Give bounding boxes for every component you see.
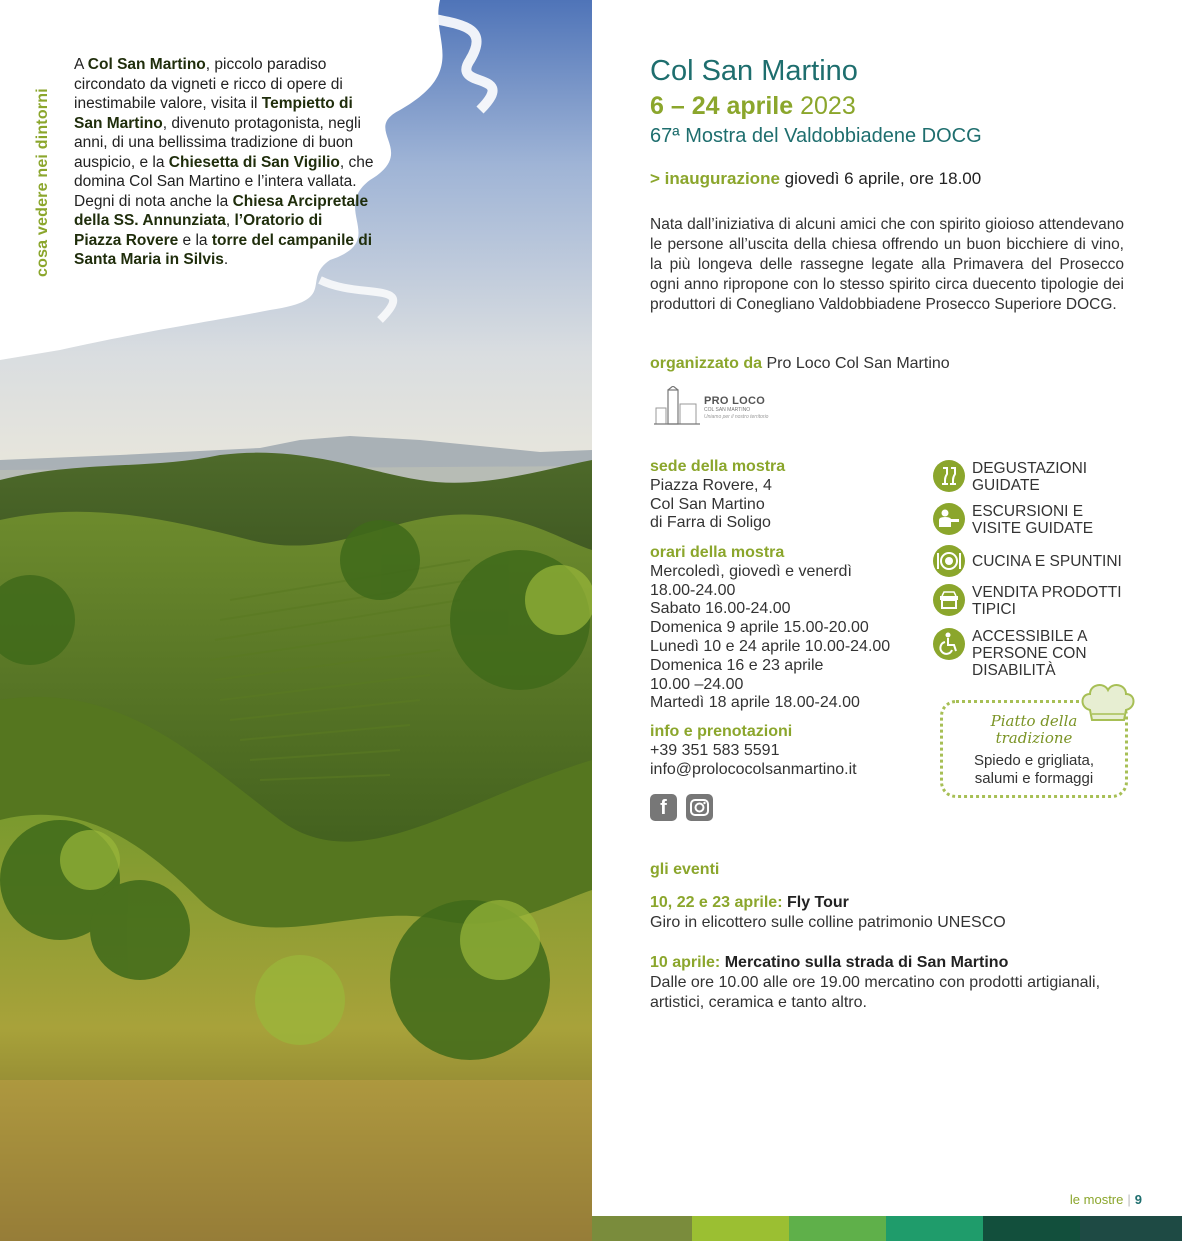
event-desc: Giro in elicottero sulle colline patrimonio UNESCO [650, 914, 1006, 931]
footer-separator: | [1127, 1192, 1131, 1207]
hours-line: 10.00 –24.00 [650, 675, 744, 693]
hours-label: orari della mostra [650, 544, 785, 561]
event-title: Mercatino sulla strada di San Martino [724, 954, 1009, 971]
hours-line: Sabato 16.00-24.00 [650, 600, 791, 618]
feature-label: GUIDATE [972, 477, 1040, 494]
hours-block [650, 544, 930, 713]
color-strip-segment [592, 1216, 692, 1241]
email-link[interactable]: info@prolococolsanmartino.it [650, 760, 857, 778]
shop-icon [933, 584, 965, 616]
inauguration-text: giovedì 6 aprile, ore 18.00 [784, 169, 982, 188]
hours-line: 18.00-24.00 [650, 581, 736, 599]
dish-text: Spiedo e grigliata, [973, 752, 1095, 769]
feature-item [933, 503, 1143, 543]
event-subtitle: 67ª Mostra del Valdobbiadene DOCG [650, 125, 982, 147]
wine-glasses-icon [933, 460, 965, 492]
event-dates-main: 6 – 24 aprile [650, 92, 794, 120]
organizer-line [650, 355, 950, 373]
venue-label: sede della mostra [650, 458, 786, 475]
feature-label: TIPICI [972, 601, 1016, 618]
wheelchair-icon [933, 628, 965, 660]
dish-text: salumi e formaggi [974, 770, 1094, 787]
inauguration-line [650, 169, 981, 189]
feature-label: VENDITA PRODOTTI [972, 584, 1122, 601]
venue-block [650, 458, 930, 533]
logo-tagline: Uniamo per il nostro territorio [704, 414, 769, 420]
hours-line: Martedì 18 aprile 18.00-24.00 [650, 694, 860, 712]
feature-label: DEGUSTAZIONI [972, 460, 1088, 477]
logo-title: PRO LOCO [704, 395, 766, 407]
intro-highlight: torre del campanile di Santa Maria in Silvis [74, 231, 373, 268]
organizer-label: organizzato da [650, 355, 763, 372]
intro-text: , piccolo paradiso circondato da vigneti e ricco di opere di inestimabile valore, visita il [74, 56, 343, 112]
social-links [650, 794, 720, 824]
feature-item [933, 584, 1143, 624]
intro-highlight: Chiesetta di San Vigilio [168, 153, 340, 171]
hours-line: Domenica 16 e 23 aprile [650, 656, 824, 674]
events-heading: gli eventi [650, 861, 720, 878]
event-item [650, 953, 1130, 1013]
feature-label: ACCESSIBILE A [972, 628, 1088, 645]
guide-icon [933, 503, 965, 535]
contacts-block [650, 723, 930, 779]
dish-title: Piatto della [990, 712, 1078, 730]
feature-label: ESCURSIONI E [972, 503, 1084, 520]
feature-label: CUCINA E SPUNTINI [972, 553, 1122, 570]
event-page [592, 0, 1182, 1241]
intro-highlight: Tempietto di San Martino [74, 95, 353, 132]
pro-loco-logo [654, 386, 789, 430]
event-item [650, 893, 1130, 933]
color-strip-segment [692, 1216, 789, 1241]
feature-label: VISITE GUIDATE [972, 520, 1094, 537]
color-strip [592, 1216, 1182, 1241]
intro-text: , divenuto protagonista, negli anni, di una bellissima tradizione di buon auspicio, e la [74, 114, 361, 171]
color-strip-segment [886, 1216, 983, 1241]
color-strip-segment [1080, 1216, 1182, 1241]
instagram-icon[interactable] [686, 794, 713, 821]
event-desc: Dalle ore 10.00 alle ore 19.00 mercatino con prodotti artigianali, artistici, ceramica e tanto altro. [650, 974, 1101, 1011]
contacts-label: info e prenotazioni [650, 723, 793, 740]
intro-text: A [74, 56, 88, 73]
bell-tower-logo-icon [654, 386, 700, 430]
dish-title: tradizione [995, 729, 1073, 747]
hours-line: Domenica 9 aprile 15.00-20.00 [650, 619, 869, 637]
intro-highlight: Chiesa Arcipretale della SS. Annunziata [74, 192, 369, 229]
event-description: Nata dall’iniziativa di alcuni amici che con spirito gioioso attendevano le persone all’uscita della chiesa offrendo un buon bicchiere di vino, la più longeva delle rassegne legate alla Primavera del Prosecco ogni anno ripropone con lo stesso spirito circa duecento tipologie dei produttori di Conegliano Valdobbiadene Prosecco Superiore DOCG. [650, 216, 1124, 313]
venue-line: Piazza Rovere, 4 [650, 476, 772, 494]
feature-item [933, 460, 1143, 500]
chef-hat-icon [1078, 680, 1138, 724]
event-date: 10 aprile: [650, 954, 721, 971]
event-date: 10, 22 e 23 aprile: [650, 894, 783, 911]
intro-paragraph [74, 55, 374, 270]
plate-icon [933, 545, 965, 577]
feature-label: DISABILITÀ [972, 662, 1056, 679]
page-title: Col San Martino [650, 55, 858, 87]
color-strip-segment [983, 1216, 1080, 1241]
intro-highlight: l’Oratorio di Piazza Rovere [74, 212, 323, 249]
intro-highlight: Col San Martino [87, 56, 206, 73]
facebook-icon[interactable]: f [650, 794, 677, 821]
feature-item [933, 628, 1143, 680]
feature-item [933, 545, 1143, 585]
venue-line: Col San Martino [650, 495, 765, 513]
arrow-icon: > [650, 169, 660, 188]
event-title: Fly Tour [786, 894, 849, 911]
venue-line: di Farra di Soligo [650, 514, 771, 532]
page-footer [1070, 1192, 1142, 1207]
inauguration-label: inaugurazione [664, 169, 780, 188]
intro-text: . [223, 251, 229, 268]
color-strip-segment [789, 1216, 886, 1241]
event-year: 2023 [800, 92, 856, 120]
footer-section: le mostre [1069, 1192, 1124, 1207]
hours-line: Mercoledì, giovedì e venerdì [650, 562, 852, 580]
phone-number[interactable]: +39 351 583 5591 [650, 741, 780, 759]
feature-label: PERSONE CON [972, 645, 1087, 662]
page-number: 9 [1134, 1192, 1142, 1207]
intro-text: e la [178, 231, 212, 249]
intro-text: , che domina Col San Martino e l’intera vallata. Degni di nota anche la [74, 153, 374, 210]
event-dates [650, 92, 856, 121]
hours-line: Lunedì 10 e 24 aprile 10.00-24.00 [650, 637, 891, 655]
section-vertical-text: cosa vedere nei dintorni [34, 88, 51, 277]
section-vertical-label [32, 55, 60, 280]
organizer-name: Pro Loco Col San Martino [766, 355, 950, 372]
logo-subtitle: COL SAN MARTINO [704, 407, 751, 413]
intro-text: , [225, 212, 235, 229]
